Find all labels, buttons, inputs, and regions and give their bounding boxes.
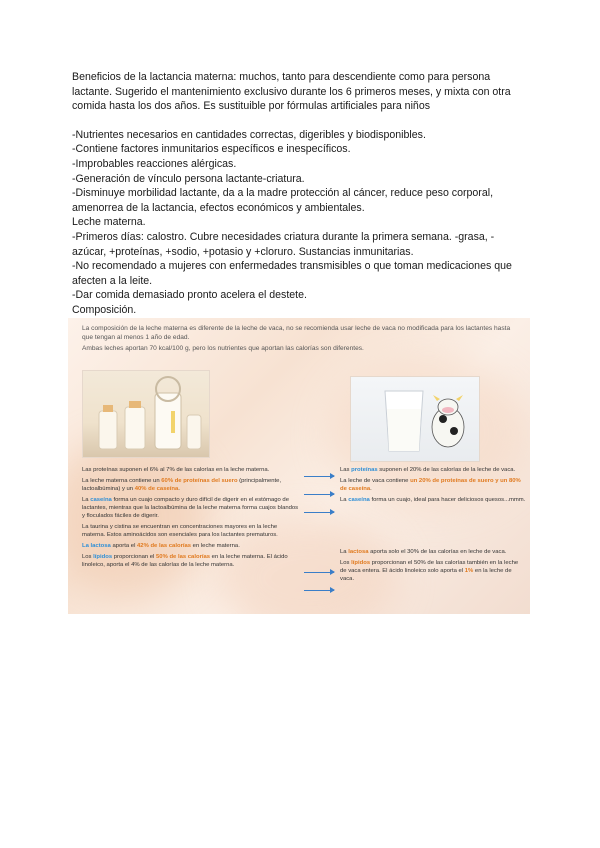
highlight-casein-word: caseína: [90, 496, 112, 503]
composition-figure: [68, 318, 530, 614]
text-fragment: La leche de vaca contiene: [340, 477, 411, 484]
bullet-item: -Contiene factores inmunitarios específicos e inespecíficos.: [72, 143, 351, 156]
highlight-lactose-calories: 42% de las calorías: [137, 543, 192, 549]
highlight-lipids: lípidos: [93, 553, 113, 560]
text-fragment: en la leche materna. El ácido linoleico, aporta el 4% de las calorías de la leche materna.: [82, 553, 288, 568]
text-fragment: proporcionan el: [112, 553, 157, 560]
text-fragment: Las: [340, 467, 352, 473]
bullet-item: -Improbables reacciones alérgicas.: [72, 157, 237, 170]
proteins-note: [82, 466, 300, 474]
taurine-note: [82, 523, 300, 539]
section-heading-composicion: Composición.: [72, 303, 137, 316]
intro-paragraph: Beneficios de la lactancia materna: muchos, tanto para descendiente como para persona lactante. Sugerido el mantenimiento exclusivo durante los 6 primeros meses, y mixta con otra comida hasta los dos años. Es sustituible por fórmulas artificiales para niños: [72, 71, 511, 113]
breast-milk-bottles-image: [82, 370, 210, 458]
cow-proteins-note: [340, 466, 526, 474]
highlight-cow-lactose: lactosa: [348, 549, 369, 555]
highlight-cow-whey: un 20% de proteínas de suero y un 80% de caseína: [340, 477, 521, 492]
highlight-whey: 60% de proteínas del suero: [161, 477, 238, 484]
text-fragment: aporta solo el 30% de las calorías en leche de vaca.: [368, 549, 507, 555]
text-fragment: forma un cuajo, ideal para hacer deliciosos quesos...mmm.: [369, 496, 526, 503]
text-fragment: .: [178, 486, 180, 492]
cow-casein-note: [340, 496, 526, 504]
text-fragment: en leche materna.: [191, 543, 240, 549]
cow-milk-column: [340, 466, 526, 586]
cow-lipids-note: [340, 559, 526, 584]
highlight-lactose: La lactosa: [82, 543, 111, 549]
comparison-arrow: [304, 494, 334, 495]
comparison-arrow: [304, 572, 334, 573]
highlight-proteins: proteínas: [351, 467, 378, 473]
text-fragment: forma un cuajo compacto y duro difícil de digerir en el estómago de lactantes, mientras que la lactoalbúmina de la leche materna forma cuajos blandos y floculados fáciles de digerir.: [82, 496, 299, 520]
comparison-arrow: [304, 476, 334, 477]
bullet-item: -Disminuye morbilidad lactante, da a la madre protección al cáncer, reduce peso corporal, amenorrea de la lactancia, efectos económicos y ambientales.: [72, 187, 494, 214]
highlight-cow-linoleic: 1%: [464, 568, 474, 574]
text-fragment: La leche materna contiene un: [82, 477, 162, 484]
cow-whey-casein-note: [340, 477, 526, 493]
text-fragment: suponen el 20% de las calorías de la leche de vaca.: [377, 467, 516, 473]
comparison-arrow: [304, 590, 334, 591]
text-fragment: .: [370, 486, 372, 492]
document-body: [72, 70, 528, 318]
figure-intro-line: La composición de la leche materna es diferente de la leche de vaca, no se recomienda usar leche de vaca no modificada para los lactantes hasta que tengan al menos 1 año de edad.: [82, 325, 511, 341]
text-fragment: (principalmente, lactoalbúmina) y un: [82, 477, 282, 492]
bullet-item: -Nutrientes necesarios en cantidades correctas, digeribles y biodisponibles.: [72, 128, 426, 141]
highlight-cow-casein: caseína: [348, 496, 370, 503]
whey-casein-note: [82, 477, 300, 493]
text-fragment: Las proteínas suponen el 6% al 7% de las calorías en la leche materna.: [82, 467, 270, 473]
text-fragment: proporcionan el 50% de las calorías también en la leche de vaca entera. El ácido linoleico solo aporta el: [340, 559, 519, 574]
cow-lactose-note: [340, 548, 526, 556]
breast-milk-column: [82, 466, 300, 572]
bullet-item: -Generación de vínculo persona lactante-criatura.: [72, 172, 305, 185]
text-fragment: aporta el: [110, 543, 138, 549]
text-fragment: Los: [82, 553, 94, 560]
comparison-arrow: [304, 512, 334, 513]
leche-line: -No recomendado a mujeres con enfermedades transmisibles o que toman medicaciones que afecten a la leite.: [72, 260, 512, 287]
figure-intro-line: Ambas leches aportan 70 kcal/100 g, pero los nutrientes que aportan las calorías son diferentes.: [82, 345, 364, 352]
highlight-cow-lipids: lípidos: [351, 559, 371, 566]
leche-line: -Dar comida demasiado pronto acelera el destete.: [72, 289, 307, 302]
casein-note: [82, 496, 300, 521]
cow-milk-glass-image: [350, 376, 480, 462]
text-fragment: en la leche de vaca.: [340, 568, 512, 583]
section-heading-leche: Leche materna.: [72, 216, 146, 229]
lipids-note: [82, 553, 300, 569]
text-fragment: La: [82, 496, 91, 503]
text-fragment: La: [340, 496, 349, 503]
lactose-note: [82, 542, 300, 550]
text-fragment: La: [340, 549, 349, 555]
highlight-lipids-calories: 50% de las calorías: [156, 553, 211, 560]
leche-line: -Primeros días: calostro. Cubre necesidades criatura durante la primera semana. -grasa, -azúcar, +proteínas, +sodio, +potasio y +cloruro. Sustancias inmunitarias.: [72, 230, 495, 258]
highlight-casein: 40% de caseína: [134, 486, 179, 492]
figure-intro: [82, 324, 522, 355]
text-fragment: La taurina y cistina se encuentran en concentraciones mayores en la leche materna. Estos aminoácidos son esenciales para los lactantes prematuros.: [82, 524, 278, 539]
text-fragment: Los: [340, 559, 352, 566]
